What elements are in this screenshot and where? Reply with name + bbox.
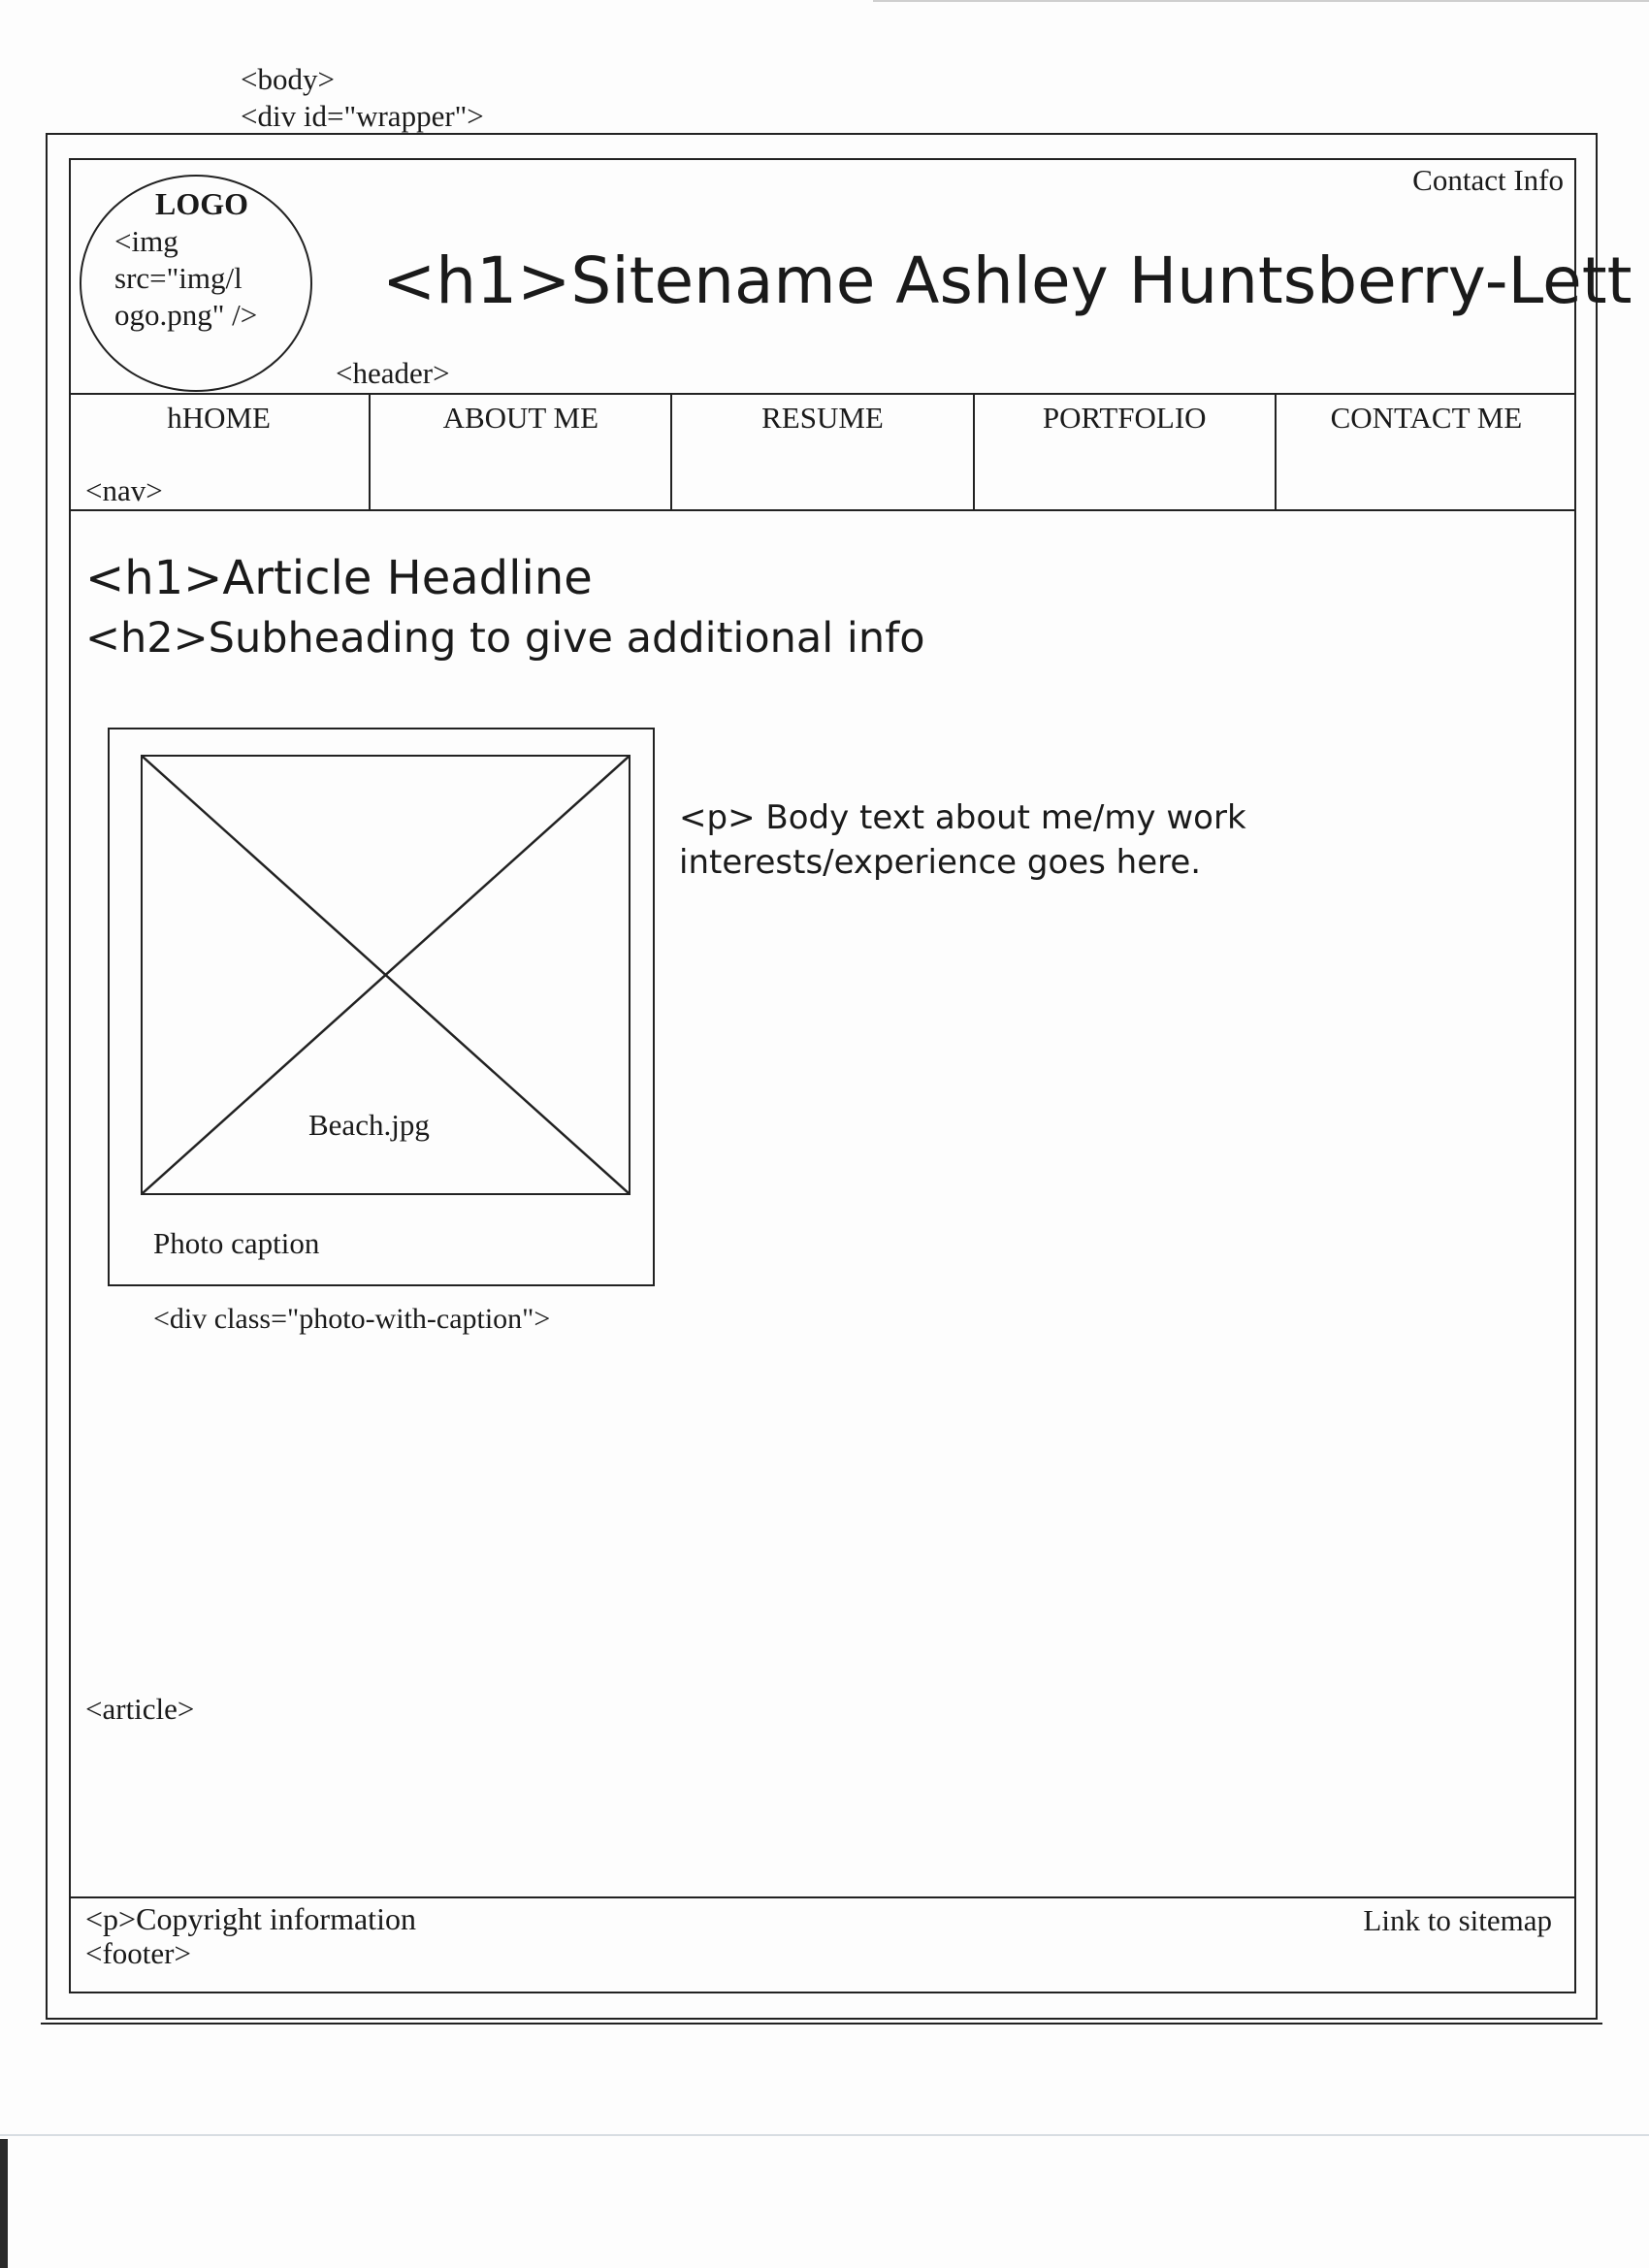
nav-item-resume[interactable] bbox=[672, 395, 974, 509]
article-headline: <h1>Article Headline bbox=[85, 551, 593, 605]
photo-div-tag-label: <div class="photo-with-caption"> bbox=[153, 1303, 551, 1335]
wrapper-tag-label: <div id="wrapper"> bbox=[241, 99, 484, 133]
body-text: <p> Body text about me/my work interests/experience goes here. bbox=[679, 798, 1246, 882]
photo-caption: Photo caption bbox=[153, 1226, 320, 1260]
scan-edge-left bbox=[0, 2139, 8, 2268]
logo-code: <img src="img/l ogo.png" /> bbox=[114, 224, 258, 332]
nav-item-label: PORTFOLIO bbox=[1042, 401, 1207, 435]
body-tag-label: <body> bbox=[241, 62, 335, 96]
nav-item-label: RESUME bbox=[761, 401, 884, 435]
nav-item-contact-me[interactable] bbox=[1277, 395, 1576, 509]
nav-item-label: CONTACT ME bbox=[1330, 401, 1523, 435]
nav-item-label: ABOUT ME bbox=[442, 401, 599, 435]
article-tag-label: <article> bbox=[85, 1692, 195, 1726]
wrapper-baseline bbox=[41, 2023, 1602, 2025]
scan-edge-top bbox=[873, 0, 1649, 2]
footer-copyright: <p>Copyright information bbox=[85, 1901, 416, 1936]
sitemap-link[interactable]: Link to sitemap bbox=[1363, 1903, 1552, 1937]
nav-item-portfolio[interactable] bbox=[975, 395, 1277, 509]
nav-tag-label: <nav> bbox=[85, 473, 163, 507]
photo-filename: Beach.jpg bbox=[308, 1108, 430, 1142]
logo-title: LOGO bbox=[155, 186, 249, 221]
site-title: <h1>Sitename Ashley Huntsberry-Lett bbox=[382, 243, 1633, 318]
contact-info-link[interactable]: Contact Info bbox=[1412, 163, 1564, 197]
footer-divider bbox=[69, 1896, 1576, 1898]
footer-tag-label: <footer> bbox=[85, 1936, 191, 1970]
nav-bar bbox=[69, 393, 1576, 511]
scan-edge-bottom bbox=[0, 2134, 1649, 2136]
nav-item-label: hHOME bbox=[167, 401, 271, 435]
nav-item-about-me[interactable] bbox=[371, 395, 672, 509]
article-subheading: <h2>Subheading to give additional info bbox=[85, 614, 925, 663]
header-tag-label: <header> bbox=[336, 356, 450, 390]
